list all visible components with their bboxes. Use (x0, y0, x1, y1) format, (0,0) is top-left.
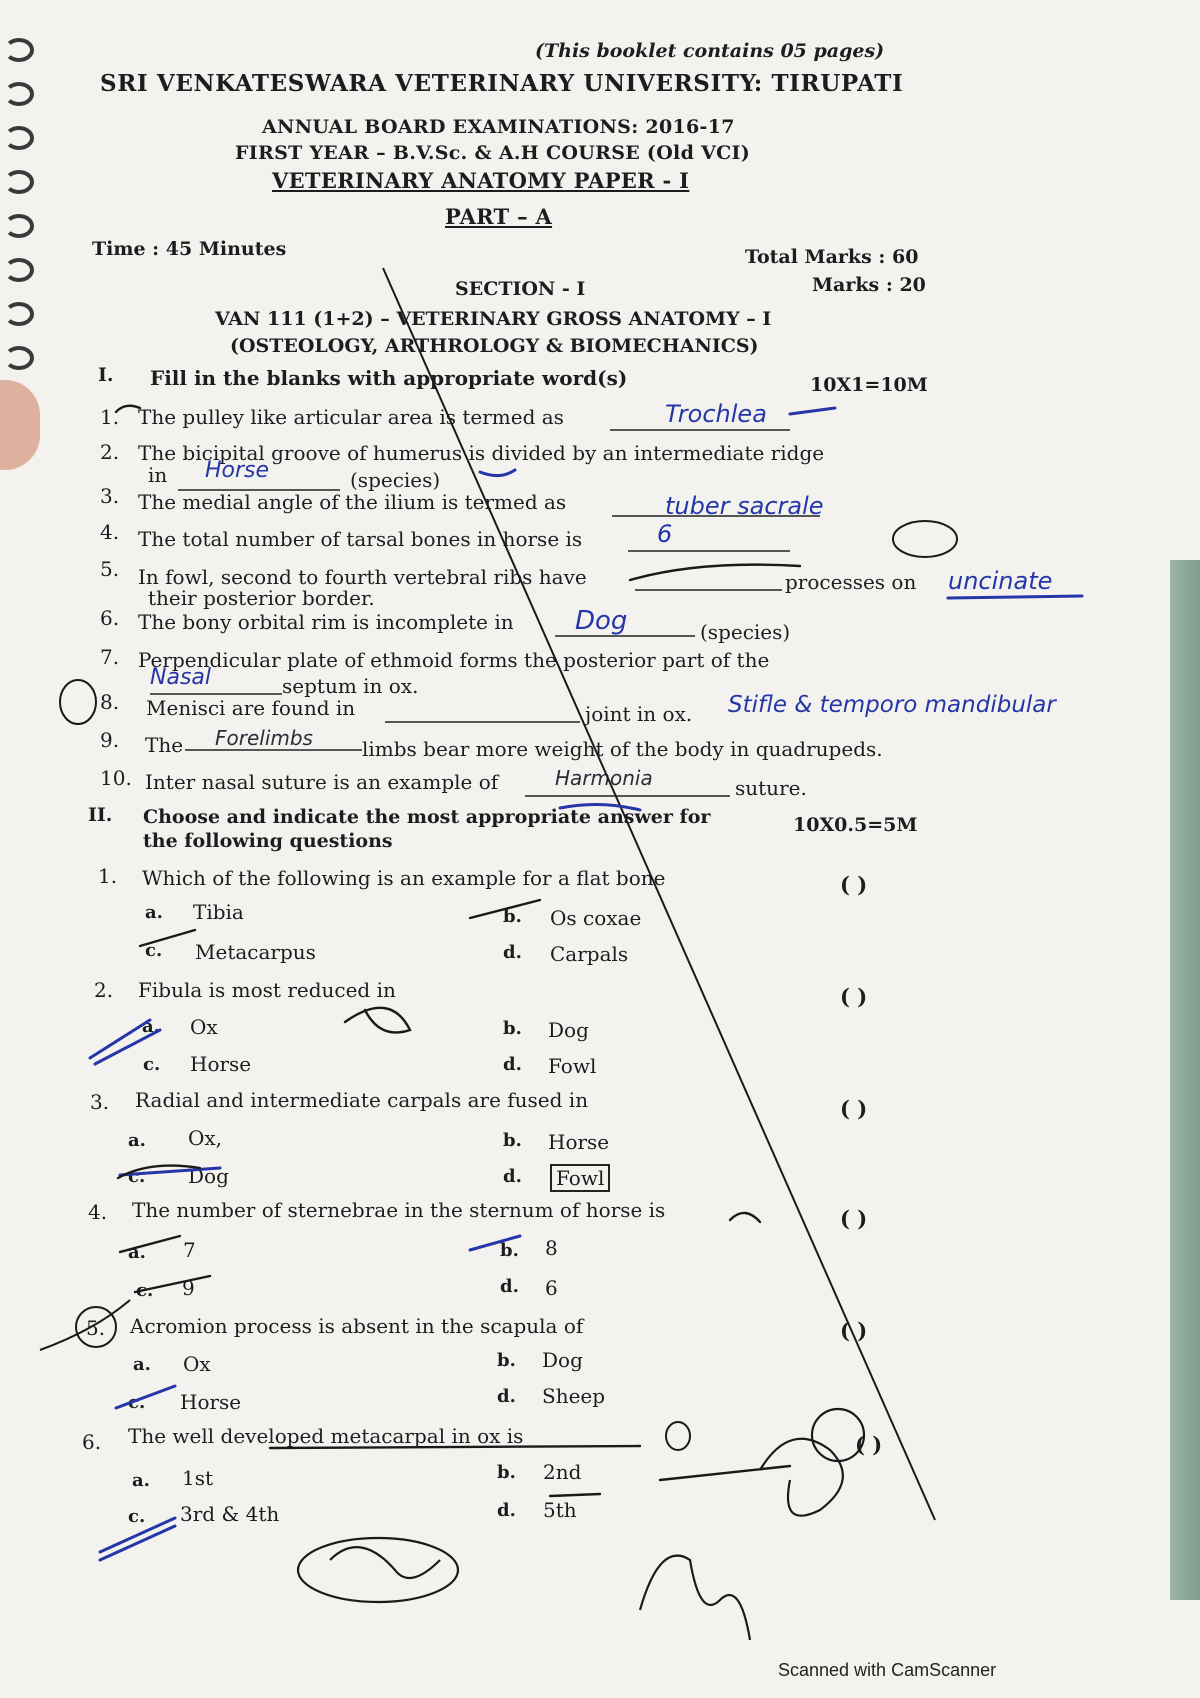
answer-bracket: ( ) (840, 1318, 868, 1343)
option-label: c. (128, 1392, 146, 1413)
paper-title: VETERINARY ANATOMY PAPER - I (272, 168, 690, 193)
option-text: Sheep (542, 1384, 606, 1408)
option-label: d. (503, 1054, 522, 1075)
option-label: c. (143, 1054, 161, 1075)
exam-title: ANNUAL BOARD EXAMINATIONS: 2016-17 (262, 116, 735, 138)
subject-line-1: VAN 111 (1+2) – VETERINARY GROSS ANATOMY – I (215, 308, 772, 330)
scanner-watermark: Scanned with CamScanner (778, 1660, 997, 1680)
fill-item-text: The bony orbital rim is incomplete in (138, 610, 514, 634)
fill-item-number: 1. (100, 405, 120, 429)
handwritten-answer: Forelimbs (215, 726, 313, 750)
handwritten-answer: Trochlea (665, 400, 767, 428)
university-title: SRI VENKATESWARA VETERINARY UNIVERSITY: TIRUPATI (100, 70, 904, 97)
option-text: Horse (180, 1390, 242, 1414)
total-marks: Total Marks : 60 (745, 246, 919, 268)
handwritten-answer: Nasal (150, 665, 211, 690)
mcq-question: The number of sternebrae in the sternum of horse is (132, 1198, 666, 1222)
spiral-binding (0, 20, 40, 400)
mcq-number: 3. (90, 1090, 110, 1114)
option-label: a. (133, 1354, 151, 1375)
fill-item-suffix: (species) (700, 620, 791, 644)
part1-heading: Fill in the blanks with appropriate word(s) (150, 366, 628, 390)
part1-number: I. (98, 364, 114, 386)
option-text: Tibia (193, 900, 244, 924)
part2-heading-line2: the following questions (143, 830, 393, 852)
fill-item-number: 4. (100, 520, 120, 544)
option-text: Dog (188, 1164, 229, 1188)
answer-bracket: ( ) (855, 1432, 883, 1457)
option-label: b. (503, 1018, 522, 1039)
option-text: 5th (543, 1498, 577, 1522)
option-text: 1st (182, 1466, 214, 1490)
option-label: a. (128, 1130, 146, 1151)
option-label: a. (142, 1016, 160, 1037)
fill-item-number: 8. (100, 690, 120, 714)
fill-item-suffix: processes on (785, 570, 917, 594)
fill-item-text: Menisci are found in (146, 696, 356, 720)
part1-marks: 10X1=10M (810, 374, 928, 396)
fill-item-number: 10. (100, 766, 132, 790)
option-text: Fowl (548, 1054, 597, 1078)
handwritten-answer: Harmonia (555, 766, 653, 790)
mcq-number: 1. (98, 864, 118, 888)
mcq-number: 2. (94, 978, 114, 1002)
fill-item-text: The (145, 733, 184, 757)
fill-item-text-line2: their posterior border. (148, 586, 375, 610)
handwritten-answer: 6 (657, 520, 673, 548)
time-label: Time : 45 Minutes (92, 238, 287, 260)
subject-line-2: (OSTEOLOGY, ARTHROLOGY & BIOMECHANICS) (230, 335, 759, 357)
fill-item-text: The medial angle of the ilium is termed as (138, 490, 567, 514)
fill-item-suffix: septum in ox. (282, 674, 419, 698)
fill-item-number: 5. (100, 557, 120, 581)
option-text: 7 (183, 1238, 196, 1262)
option-text: 3rd & 4th (180, 1502, 280, 1526)
fill-item-number: 3. (100, 484, 120, 508)
fill-item-suffix: suture. (735, 776, 807, 800)
option-text-boxed: Fowl (550, 1164, 610, 1192)
handwritten-answer: uncinate (948, 567, 1053, 595)
option-label: d. (500, 1276, 519, 1297)
option-text: Metacarpus (195, 940, 316, 964)
answer-bracket: ( ) (840, 984, 868, 1009)
option-label: b. (503, 906, 522, 927)
option-text: Horse (548, 1130, 610, 1154)
handwritten-answer: Stifle & temporo mandibular (728, 692, 1056, 718)
fill-item-number: 6. (100, 606, 120, 630)
fill-item-text: In fowl, second to fourth vertebral ribs have (138, 565, 587, 589)
fill-item-number: 7. (100, 645, 120, 669)
option-label: d. (503, 1166, 522, 1187)
option-text: Ox, (188, 1126, 223, 1150)
mcq-number: 4. (88, 1200, 108, 1224)
table-edge-artifact (1170, 560, 1200, 1600)
option-text: Dog (542, 1348, 583, 1372)
option-label: b. (500, 1240, 519, 1261)
fill-item-text-line2: in (148, 463, 168, 487)
course-title: FIRST YEAR – B.V.Sc. & A.H COURSE (Old VCI) (235, 142, 751, 164)
option-label: c. (128, 1166, 146, 1187)
handwritten-answer: Horse (205, 458, 270, 483)
mcq-question: Fibula is most reduced in (138, 978, 396, 1002)
mcq-question: Acromion process is absent in the scapula of (130, 1314, 584, 1338)
handwritten-answer: tuber sacrale (665, 492, 824, 520)
part2-marks: 10X0.5=5M (793, 814, 918, 836)
mcq-number: 5. (86, 1316, 106, 1340)
option-label: a. (128, 1242, 146, 1263)
option-text: Ox (183, 1352, 211, 1376)
mcq-question: The well developed metacarpal in ox is (128, 1424, 524, 1448)
fill-item-text: The pulley like articular area is termed as (138, 405, 564, 429)
mcq-question: Which of the following is an example for a flat bone (142, 866, 666, 890)
option-text: 8 (545, 1236, 558, 1260)
option-label: a. (132, 1470, 150, 1491)
handwritten-answer: Dog (575, 606, 628, 636)
option-label: d. (497, 1500, 516, 1521)
option-label: c. (128, 1506, 146, 1527)
fill-item-text: Perpendicular plate of ethmoid forms the posterior part of the (138, 648, 770, 672)
option-text: Horse (190, 1052, 252, 1076)
fill-item-number: 9. (100, 728, 120, 752)
option-label: b. (503, 1130, 522, 1151)
option-label: d. (497, 1386, 516, 1407)
answer-bracket: ( ) (840, 1206, 868, 1231)
option-text: Dog (548, 1018, 589, 1042)
mcq-question: Radial and intermediate carpals are fused in (135, 1088, 589, 1112)
option-label: b. (497, 1350, 516, 1371)
fill-item-suffix: joint in ox. (585, 702, 693, 726)
option-label: a. (145, 902, 163, 923)
part2-number: II. (88, 804, 113, 826)
fill-item-number: 2. (100, 440, 120, 464)
option-text: 2nd (543, 1460, 582, 1484)
option-text: Ox (190, 1015, 218, 1039)
option-text: Carpals (550, 942, 629, 966)
section-title: SECTION - I (455, 278, 586, 300)
option-label: c. (145, 940, 163, 961)
answer-bracket: ( ) (840, 872, 868, 897)
option-label: d. (503, 942, 522, 963)
mcq-number: 6. (82, 1430, 102, 1454)
section-marks: Marks : 20 (812, 274, 926, 296)
fill-item-text: Inter nasal suture is an example of (145, 770, 499, 794)
fill-item-text: The bicipital groove of humerus is divided by an intermediate ridge (138, 441, 825, 465)
part2-heading-line1: Choose and indicate the most appropriate answer for (143, 806, 711, 828)
answer-bracket: ( ) (840, 1096, 868, 1121)
option-text: 9 (182, 1276, 195, 1300)
fill-item-suffix: (species) (350, 468, 441, 492)
fill-item-suffix: limbs bear more weight of the body in quadrupeds. (362, 737, 883, 761)
option-label: c. (136, 1280, 154, 1301)
fill-item-text: The total number of tarsal bones in horse is (138, 527, 583, 551)
option-label: b. (497, 1462, 516, 1483)
booklet-note: (This booklet contains 05 pages) (535, 40, 885, 62)
option-text: Os coxae (550, 906, 642, 930)
option-text: 6 (545, 1276, 558, 1300)
part-title: PART – A (445, 204, 553, 229)
